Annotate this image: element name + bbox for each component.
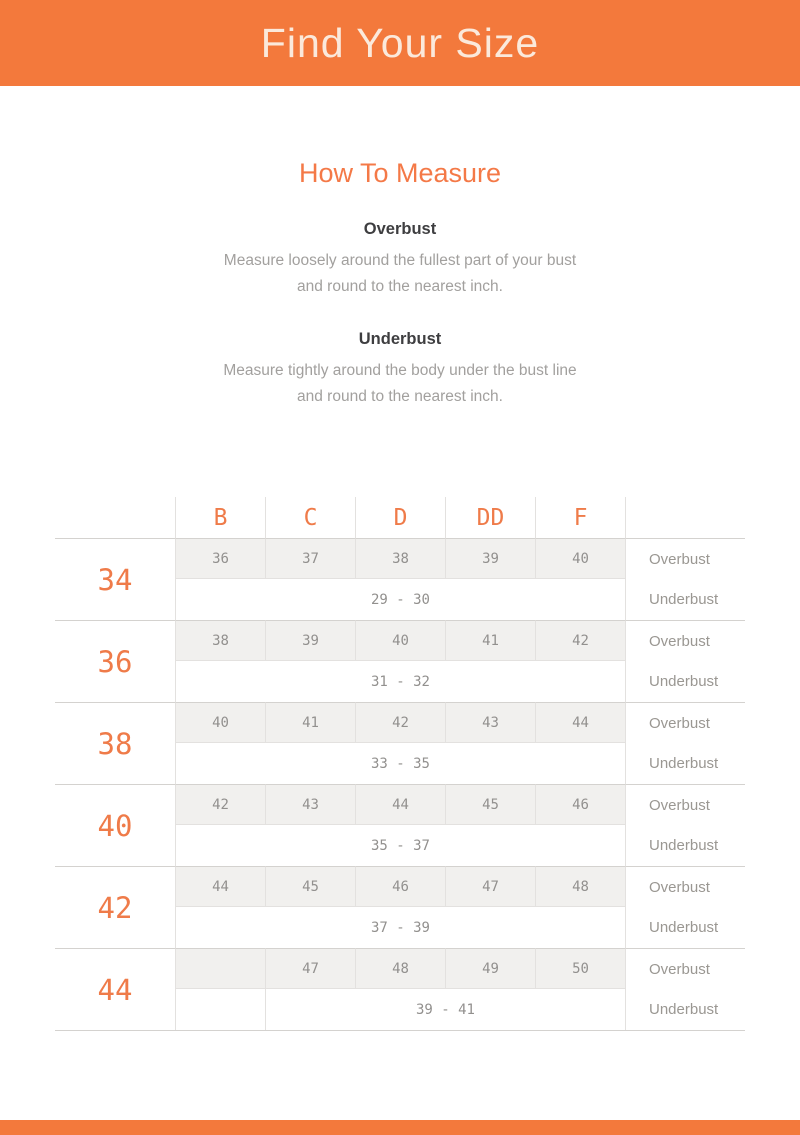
cup-header-dd: DD bbox=[445, 497, 535, 538]
underbust-instructions bbox=[0, 330, 800, 410]
overbust-cell: 38 bbox=[355, 538, 445, 579]
overbust-instructions bbox=[0, 220, 800, 300]
overbust-cell: 42 bbox=[535, 620, 625, 661]
overbust-cell: 46 bbox=[535, 784, 625, 825]
overbust-cell: 46 bbox=[355, 866, 445, 907]
overbust-cell: 40 bbox=[175, 702, 265, 743]
overbust-cell: 39 bbox=[265, 620, 355, 661]
cup-header-f: F bbox=[535, 497, 625, 538]
underbust-heading: Underbust bbox=[358, 330, 442, 348]
page-header bbox=[0, 0, 800, 86]
band-size-34: 34 bbox=[55, 538, 175, 620]
overbust-cell: 43 bbox=[265, 784, 355, 825]
band-size-42: 42 bbox=[55, 866, 175, 948]
overbust-cell: 47 bbox=[445, 866, 535, 907]
underbust-instruction-line-1: Measure tightly around the body under the bust line bbox=[223, 362, 577, 379]
overbust-cell: 50 bbox=[535, 948, 625, 989]
underbust-range-cell: 29 - 30 bbox=[175, 579, 625, 620]
how-to-measure-title: How To Measure bbox=[298, 158, 502, 188]
overbust-cell: 42 bbox=[175, 784, 265, 825]
overbust-cell: 44 bbox=[175, 866, 265, 907]
overbust-heading: Overbust bbox=[363, 220, 437, 238]
band-size-38: 38 bbox=[55, 702, 175, 784]
overbust-cell: 41 bbox=[445, 620, 535, 661]
page-title: Find Your Size bbox=[260, 20, 540, 66]
overbust-cell-empty bbox=[175, 948, 265, 989]
overbust-cell: 36 bbox=[175, 538, 265, 579]
underbust-row-label: Underbust bbox=[625, 579, 745, 620]
cup-header-c: C bbox=[265, 497, 355, 538]
overbust-cell: 37 bbox=[265, 538, 355, 579]
overbust-cell: 48 bbox=[535, 866, 625, 907]
overbust-row-label: Overbust bbox=[625, 620, 745, 661]
overbust-row-label: Overbust bbox=[625, 948, 745, 989]
overbust-instruction-line-1: Measure loosely around the fullest part of your bust bbox=[223, 252, 577, 269]
overbust-cell: 47 bbox=[265, 948, 355, 989]
underbust-empty-spacer bbox=[175, 989, 265, 1030]
overbust-cell: 42 bbox=[355, 702, 445, 743]
underbust-range-cell: 33 - 35 bbox=[175, 743, 625, 784]
underbust-row-label: Underbust bbox=[625, 661, 745, 702]
overbust-cell: 40 bbox=[355, 620, 445, 661]
underbust-range-cell: 35 - 37 bbox=[175, 825, 625, 866]
underbust-row-label: Underbust bbox=[625, 743, 745, 784]
overbust-cell: 39 bbox=[445, 538, 535, 579]
underbust-range-cell: 37 - 39 bbox=[175, 907, 625, 948]
overbust-row-label: Overbust bbox=[625, 538, 745, 579]
overbust-cell: 45 bbox=[445, 784, 535, 825]
overbust-row-label: Overbust bbox=[625, 866, 745, 907]
cup-header-d: D bbox=[355, 497, 445, 538]
label-column-header bbox=[625, 497, 745, 538]
overbust-instruction-line-2: and round to the nearest inch. bbox=[297, 278, 503, 295]
overbust-cell: 48 bbox=[355, 948, 445, 989]
band-size-40: 40 bbox=[55, 784, 175, 866]
band-size-44: 44 bbox=[55, 948, 175, 1030]
band-size-36: 36 bbox=[55, 620, 175, 702]
overbust-cell: 41 bbox=[265, 702, 355, 743]
underbust-row-label: Underbust bbox=[625, 825, 745, 866]
overbust-cell: 38 bbox=[175, 620, 265, 661]
underbust-range-cell: 31 - 32 bbox=[175, 661, 625, 702]
overbust-cell: 45 bbox=[265, 866, 355, 907]
overbust-row-label: Overbust bbox=[625, 702, 745, 743]
overbust-cell: 43 bbox=[445, 702, 535, 743]
bottom-accent-bar bbox=[0, 1120, 800, 1135]
underbust-row-label: Underbust bbox=[625, 989, 745, 1030]
underbust-row-label: Underbust bbox=[625, 907, 745, 948]
overbust-cell: 44 bbox=[355, 784, 445, 825]
size-chart-table bbox=[55, 497, 745, 1031]
overbust-cell: 40 bbox=[535, 538, 625, 579]
cup-header-b: B bbox=[175, 497, 265, 538]
underbust-range-cell: 39 - 41 bbox=[265, 989, 625, 1030]
overbust-cell: 49 bbox=[445, 948, 535, 989]
underbust-instruction-line-2: and round to the nearest inch. bbox=[297, 388, 503, 405]
overbust-row-label: Overbust bbox=[625, 784, 745, 825]
overbust-cell: 44 bbox=[535, 702, 625, 743]
corner-cell bbox=[55, 497, 175, 538]
